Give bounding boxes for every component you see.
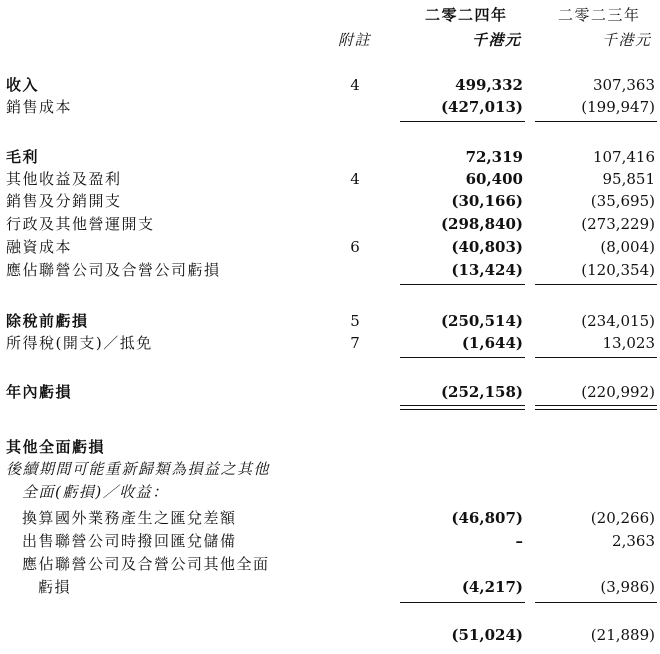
row-label: 應佔聯營公司及合營公司其他全面	[22, 555, 270, 573]
row-label: 銷售成本	[6, 98, 73, 116]
row-label: 除稅前虧損	[6, 312, 89, 330]
row-cost-of-sales	[0, 96, 660, 118]
value-2024: 499,332	[455, 76, 523, 94]
value-2023: 95,851	[602, 170, 655, 188]
row-share-of-losses	[0, 259, 660, 281]
header-year-2024: 二零二四年	[425, 6, 508, 24]
value-2023: 307,363	[592, 76, 655, 94]
row-share-oci-line2	[0, 576, 660, 598]
row-release-reserve	[0, 530, 660, 552]
double-line-top-2024	[400, 405, 525, 406]
value-2023: (220,992)	[581, 383, 655, 401]
double-line-bottom-2023	[535, 409, 657, 410]
value-2023: (35,695)	[590, 192, 655, 210]
row-note: 6	[350, 238, 360, 256]
row-note: 4	[350, 76, 360, 94]
subtotal-line-2023	[535, 357, 657, 358]
value-2024: –	[515, 532, 523, 550]
value-2024: (13,424)	[451, 261, 523, 279]
row-note: 5	[350, 312, 360, 330]
value-2024: (250,514)	[440, 312, 523, 330]
value-2023: (234,015)	[581, 312, 655, 330]
value-2023: 2,363	[612, 532, 655, 550]
subtotal-line-2023	[535, 284, 657, 285]
row-gross-profit	[0, 146, 660, 168]
row-admin-expenses	[0, 213, 660, 235]
row-note: 7	[350, 334, 360, 352]
value-2023: 107,416	[592, 148, 655, 166]
value-2023: (120,354)	[581, 261, 655, 279]
header-years-row	[0, 4, 660, 26]
row-label: 虧損	[38, 578, 72, 596]
value-2024: (40,803)	[451, 238, 523, 256]
header-units-row	[0, 29, 660, 51]
row-note: 4	[350, 170, 360, 188]
value-2023: 13,023	[602, 334, 655, 352]
header-unit-2024: 千港元	[472, 31, 522, 49]
row-label: 收入	[6, 76, 40, 94]
row-label: 出售聯營公司時撥回匯兌儲備	[22, 532, 237, 550]
value-2024: (252,158)	[440, 383, 523, 401]
row-income-tax	[0, 332, 660, 354]
value-2023: (21,889)	[590, 626, 655, 644]
value-2024: (30,166)	[451, 192, 523, 210]
row-label: 銷售及分銷開支	[6, 192, 122, 210]
row-share-oci-line1	[0, 553, 660, 575]
value-2024: (46,807)	[451, 509, 523, 527]
value-2023: (8,004)	[600, 238, 655, 256]
double-line-bottom-2024	[400, 409, 525, 410]
subtotal-line-2024	[400, 121, 525, 122]
double-line-top-2023	[535, 405, 657, 406]
row-exchange-differences	[0, 507, 660, 529]
row-selling-expenses	[0, 190, 660, 212]
subtotal-line-2024	[400, 284, 525, 285]
row-label: 其他收益及盈利	[6, 170, 122, 188]
value-2024: (4,217)	[461, 578, 523, 596]
row-label: 所得稅(開支)／抵免	[6, 334, 153, 352]
value-2023: (3,986)	[600, 578, 655, 596]
subtotal-line-2023	[535, 602, 657, 603]
row-label: 其他全面虧損	[6, 438, 106, 456]
row-loss-for-year	[0, 381, 660, 403]
subtotal-line-2024	[400, 357, 525, 358]
row-other-income	[0, 168, 660, 190]
header-unit-2023: 千港元	[602, 31, 652, 49]
row-label: 年內虧損	[6, 383, 73, 401]
value-2024: (298,840)	[440, 215, 523, 233]
row-label: 行政及其他營運開支	[6, 215, 155, 233]
row-oci-subheading-1	[0, 458, 660, 480]
value-2024: 72,319	[465, 148, 523, 166]
value-2024: (427,013)	[440, 98, 523, 116]
header-year-2023: 二零二三年	[558, 6, 641, 24]
row-label: 應佔聯營公司及合營公司虧損	[6, 261, 221, 279]
subtotal-line-2024	[400, 602, 525, 603]
row-label: 後續期間可能重新歸類為損益之其他	[6, 460, 271, 478]
row-label: 融資成本	[6, 238, 73, 256]
row-finance-costs	[0, 236, 660, 258]
row-label: 毛利	[6, 148, 40, 166]
header-notes-label: 附註	[338, 31, 372, 49]
row-loss-before-tax	[0, 310, 660, 332]
row-revenue	[0, 74, 660, 96]
row-oci-total	[0, 624, 660, 646]
row-oci-heading	[0, 436, 660, 458]
value-2024: (51,024)	[451, 626, 523, 644]
row-oci-subheading-2	[0, 481, 660, 503]
subtotal-line-2023	[535, 121, 657, 122]
value-2023: (20,266)	[590, 509, 655, 527]
value-2023: (273,229)	[581, 215, 655, 233]
row-label: 換算國外業務產生之匯兌差額	[22, 509, 237, 527]
value-2024: (1,644)	[461, 334, 523, 352]
value-2023: (199,947)	[581, 98, 655, 116]
row-label: 全面(虧損)／收益：	[22, 483, 169, 501]
value-2024: 60,400	[465, 170, 523, 188]
